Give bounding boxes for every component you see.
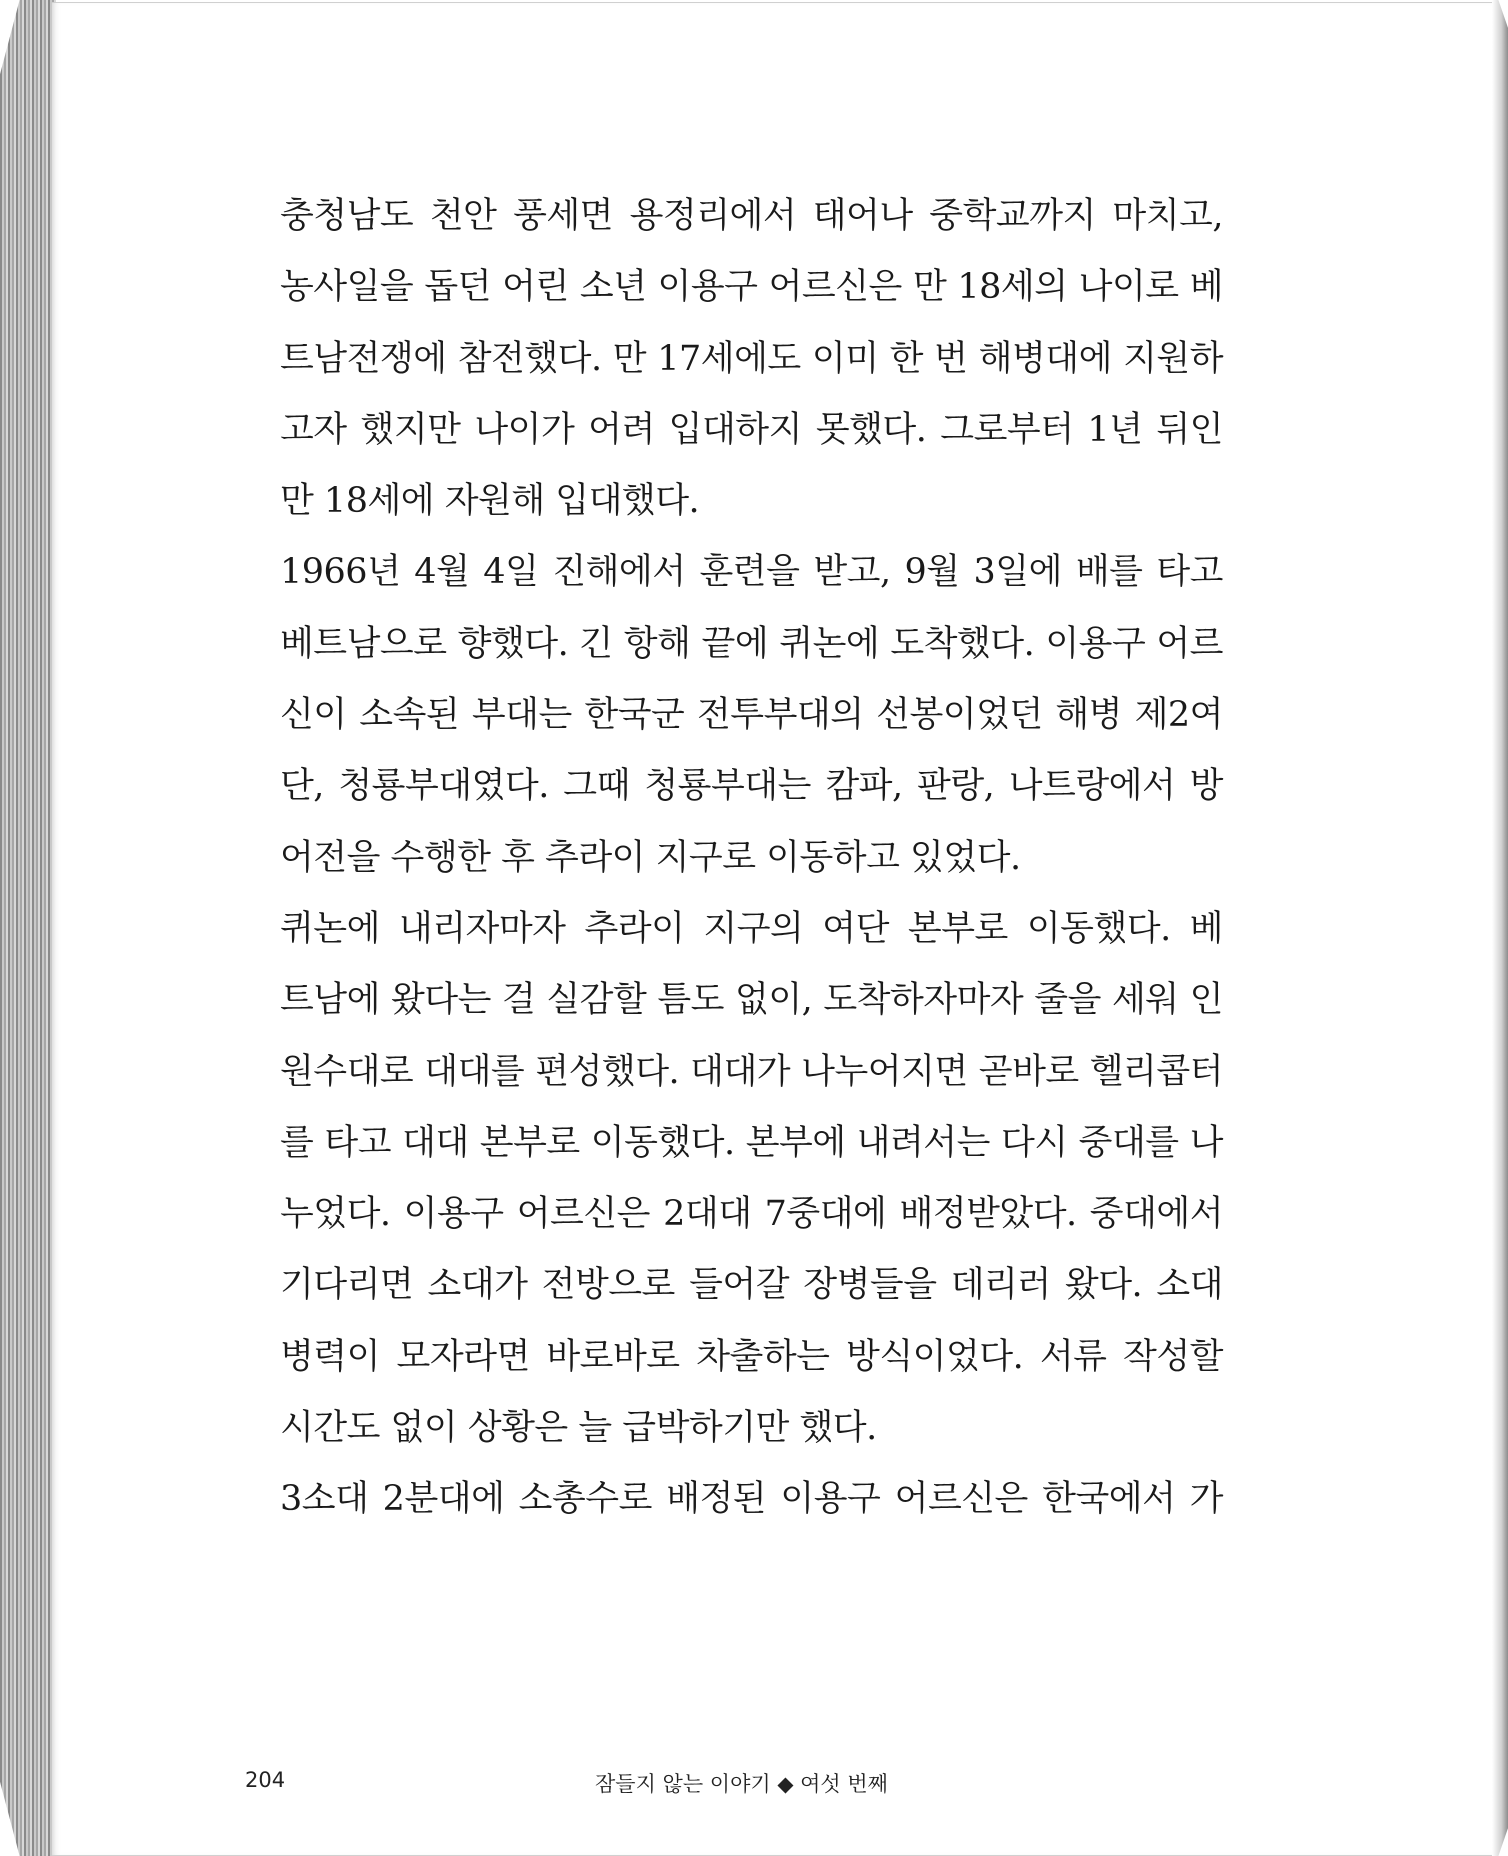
stacked-page-edges xyxy=(0,0,56,1856)
text-line: 농사일을 돕던 어린 소년 이용구 어르신은 만 18세의 나이로 베 xyxy=(280,267,1223,308)
body-text xyxy=(245,181,1223,1536)
text-line: 3소대 2분대에 소총수로 배정된 이용구 어르신은 한국에서 가 xyxy=(280,1479,1223,1520)
paragraph-4 xyxy=(245,1464,1223,1535)
text-line: 를 타고 대대 본부로 이동했다. 본부에 내려서는 다시 중대를 나 xyxy=(280,1122,1223,1163)
text-line: 병력이 모자라면 바로바로 차출하는 방식이었다. 서류 작성할 xyxy=(280,1336,1223,1377)
text-line: 신이 소속된 부대는 한국군 전투부대의 선봉이었던 해병 제2여 xyxy=(280,695,1223,736)
paragraph-2 xyxy=(245,537,1223,893)
text-line: 단, 청룡부대였다. 그때 청룡부대는 캄파, 판랑, 나트랑에서 방 xyxy=(280,766,1223,807)
page-number: 204 xyxy=(245,1768,286,1792)
text-line: 트남전쟁에 참전했다. 만 17세에도 이미 한 번 해병대에 지원하 xyxy=(280,338,1223,379)
text-line: 시간도 없이 상황은 늘 급박하기만 했다. xyxy=(280,1408,877,1449)
text-line: 고자 했지만 나이가 어려 입대하지 못했다. 그로부터 1년 뒤인 xyxy=(280,409,1223,450)
text-line: 충청남도 천안 풍세면 용정리에서 태어나 중학교까지 마치고, xyxy=(280,196,1223,236)
text-line: 원수대로 대대를 편성했다. 대대가 나누어지면 곧바로 헬리콥터 xyxy=(280,1051,1223,1092)
paragraph-1 xyxy=(245,181,1223,537)
text-line: 베트남으로 향했다. 긴 항해 끝에 퀴논에 도착했다. 이용구 어르 xyxy=(280,623,1223,664)
text-line: 만 18세에 자원해 입대했다. xyxy=(280,481,700,522)
book-page xyxy=(52,2,1492,1856)
text-line: 기다리면 소대가 전방으로 들어갈 장병들을 데리러 왔다. 소대 xyxy=(280,1265,1223,1306)
paragraph-3 xyxy=(245,894,1223,1464)
page-footer xyxy=(245,1768,1223,1808)
text-line: 누었다. 이용구 어르신은 2대대 7중대에 배정받았다. 중대에서 xyxy=(280,1194,1223,1235)
text-line: 퀴논에 내리자마자 추라이 지구의 여단 본부로 이동했다. 베 xyxy=(280,908,1223,949)
text-line: 1966년 4월 4일 진해에서 훈련을 받고, 9월 3일에 배를 타고 xyxy=(280,552,1223,593)
text-line: 어전을 수행한 후 추라이 지구로 이동하고 있었다. xyxy=(280,837,1021,878)
book-right-edge xyxy=(1492,0,1508,1856)
text-line: 트남에 왔다는 걸 실감할 틈도 없이, 도착하자마자 줄을 세워 인 xyxy=(280,980,1223,1021)
running-title: 잠들지 않는 이야기 ◆ 여섯 번째 xyxy=(595,1772,888,1796)
